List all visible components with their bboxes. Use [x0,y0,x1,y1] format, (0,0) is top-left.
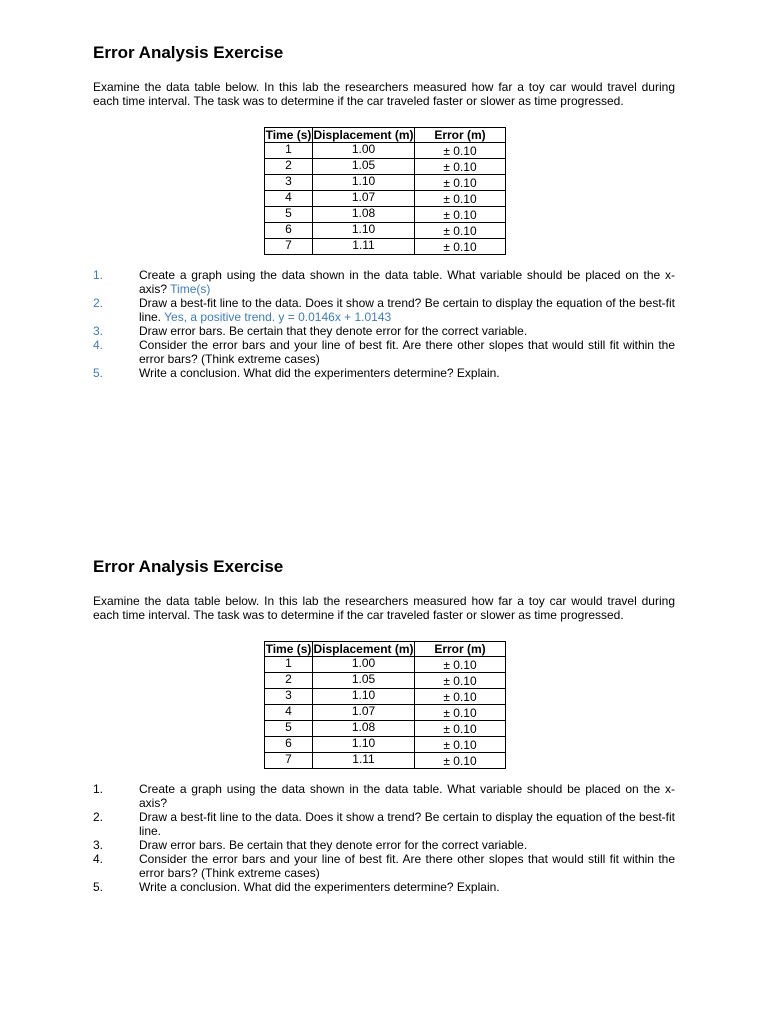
table-row [265,143,506,159]
intro-paragraph: Examine the data table below. In this lab the researchers measured how far a toy car would travel during each time interval. The task was to determine if the car traveled faster or slower as time progressed. [93,80,675,108]
data-table-wrap [264,641,675,769]
table-row [265,207,506,223]
question-item [93,852,675,880]
cell-time: 4 [265,705,313,721]
table-row [265,689,506,705]
question-number: 3. [93,838,104,852]
question-item [93,366,675,380]
table-header-row [265,128,506,143]
cell-displacement: 1.05 [313,673,415,689]
cell-time: 2 [265,673,313,689]
question-item [93,268,675,296]
question-text: Create a graph using the data shown in the data table. What variable should be placed on the x-axis? [139,782,675,810]
cell-error: ± 0.10 [415,175,506,191]
cell-displacement: 1.07 [313,705,415,721]
cell-displacement: 1.00 [313,657,415,673]
cell-error: ± 0.10 [415,705,506,721]
cell-error: ± 0.10 [415,737,506,753]
cell-time: 6 [265,737,313,753]
cell-time: 3 [265,689,313,705]
question-number: 3. [93,324,104,338]
cell-displacement: 1.07 [313,191,415,207]
cell-error: ± 0.10 [415,721,506,737]
cell-error: ± 0.10 [415,191,506,207]
intro-paragraph: Examine the data table below. In this lab the researchers measured how far a toy car would travel during each time interval. The task was to determine if the car traveled faster or slower as time progressed. [93,594,675,622]
cell-error: ± 0.10 [415,239,506,255]
cell-displacement: 1.05 [313,159,415,175]
cell-displacement: 1.10 [313,175,415,191]
question-text: Draw a best-fit line to the data. Does it show a trend? Be certain to display the equation of the best-fit line. [139,810,675,838]
cell-displacement: 1.08 [313,207,415,223]
table-row [265,191,506,207]
question-text: Write a conclusion. What did the experimenters determine? Explain. [139,880,500,894]
cell-time: 7 [265,753,313,769]
question-number: 4. [93,338,104,352]
table-row [265,705,506,721]
question-text-wrap [139,296,675,324]
table-row [265,175,506,191]
cell-time: 1 [265,657,313,673]
header-time: Time (s) [265,642,312,656]
header-error: Error (m) [415,642,506,657]
table-row [265,753,506,769]
table-row [265,223,506,239]
question-number: 2. [93,296,104,310]
question-list [93,782,675,894]
cell-displacement: 1.11 [313,753,415,769]
table-row [265,737,506,753]
cell-time: 3 [265,175,313,191]
cell-time: 6 [265,223,313,239]
table-row [265,657,506,673]
section-title: Error Analysis Exercise [93,557,284,576]
question-text: Write a conclusion. What did the experimenters determine? Explain. [139,366,500,380]
question-text: Draw error bars. Be certain that they denote error for the correct variable. [139,838,528,852]
cell-displacement: 1.10 [313,223,415,239]
question-number: 1. [93,782,104,796]
question-item [93,880,675,894]
header-time: Time (s) [265,128,312,142]
question-answer: Time(s) [170,282,211,296]
cell-error: ± 0.10 [415,207,506,223]
table-row [265,673,506,689]
section-title: Error Analysis Exercise [93,43,284,62]
header-error: Error (m) [415,128,506,143]
question-item [93,324,675,338]
data-table [264,127,506,255]
cell-displacement: 1.10 [313,737,415,753]
question-number: 4. [93,852,104,866]
header-displacement: Displacement (m) [313,642,414,656]
cell-time: 5 [265,207,313,223]
question-item [93,782,675,810]
cell-time: 5 [265,721,313,737]
question-number: 5. [93,880,104,894]
question-item [93,338,675,366]
question-item [93,810,675,838]
cell-error: ± 0.10 [415,753,506,769]
cell-displacement: 1.08 [313,721,415,737]
cell-displacement: 1.10 [313,689,415,705]
cell-displacement: 1.11 [313,239,415,255]
question-number: 1. [93,268,104,282]
cell-error: ± 0.10 [415,223,506,239]
question-text: Create a graph using the data shown in the data table. What variable should be placed on the x-axis? [139,268,675,296]
question-list [93,268,675,380]
exercise-section-1 [93,43,675,380]
cell-error: ± 0.10 [415,159,506,175]
data-table-wrap [264,127,675,255]
question-text: Draw error bars. Be certain that they denote error for the correct variable. [139,324,528,338]
cell-time: 4 [265,191,313,207]
question-item [93,296,675,324]
cell-time: 7 [265,239,313,255]
cell-time: 1 [265,143,313,159]
cell-displacement: 1.00 [313,143,415,159]
table-row [265,159,506,175]
table-row [265,721,506,737]
cell-time: 2 [265,159,313,175]
question-text: Consider the error bars and your line of best fit. Are there other slopes that would still fit within the error bars? (Think extreme cases) [139,338,675,366]
question-text: Consider the error bars and your line of best fit. Are there other slopes that would still fit within the error bars? (Think extreme cases) [139,852,675,880]
table-header-row [265,642,506,657]
question-answer: Yes, a positive trend. y = 0.0146x + 1.0143 [164,310,392,324]
question-text-wrap [139,268,675,296]
question-text: Draw a best-fit line to the data. Does it show a trend? Be certain to display the equation of the best-fit line. [139,296,675,324]
cell-error: ± 0.10 [415,657,506,673]
question-item [93,838,675,852]
table-row [265,239,506,255]
header-displacement: Displacement (m) [313,128,414,142]
data-table [264,641,506,769]
cell-error: ± 0.10 [415,689,506,705]
exercise-section-2 [93,557,675,894]
question-number: 2. [93,810,104,824]
question-number: 5. [93,366,104,380]
cell-error: ± 0.10 [415,143,506,159]
cell-error: ± 0.10 [415,673,506,689]
